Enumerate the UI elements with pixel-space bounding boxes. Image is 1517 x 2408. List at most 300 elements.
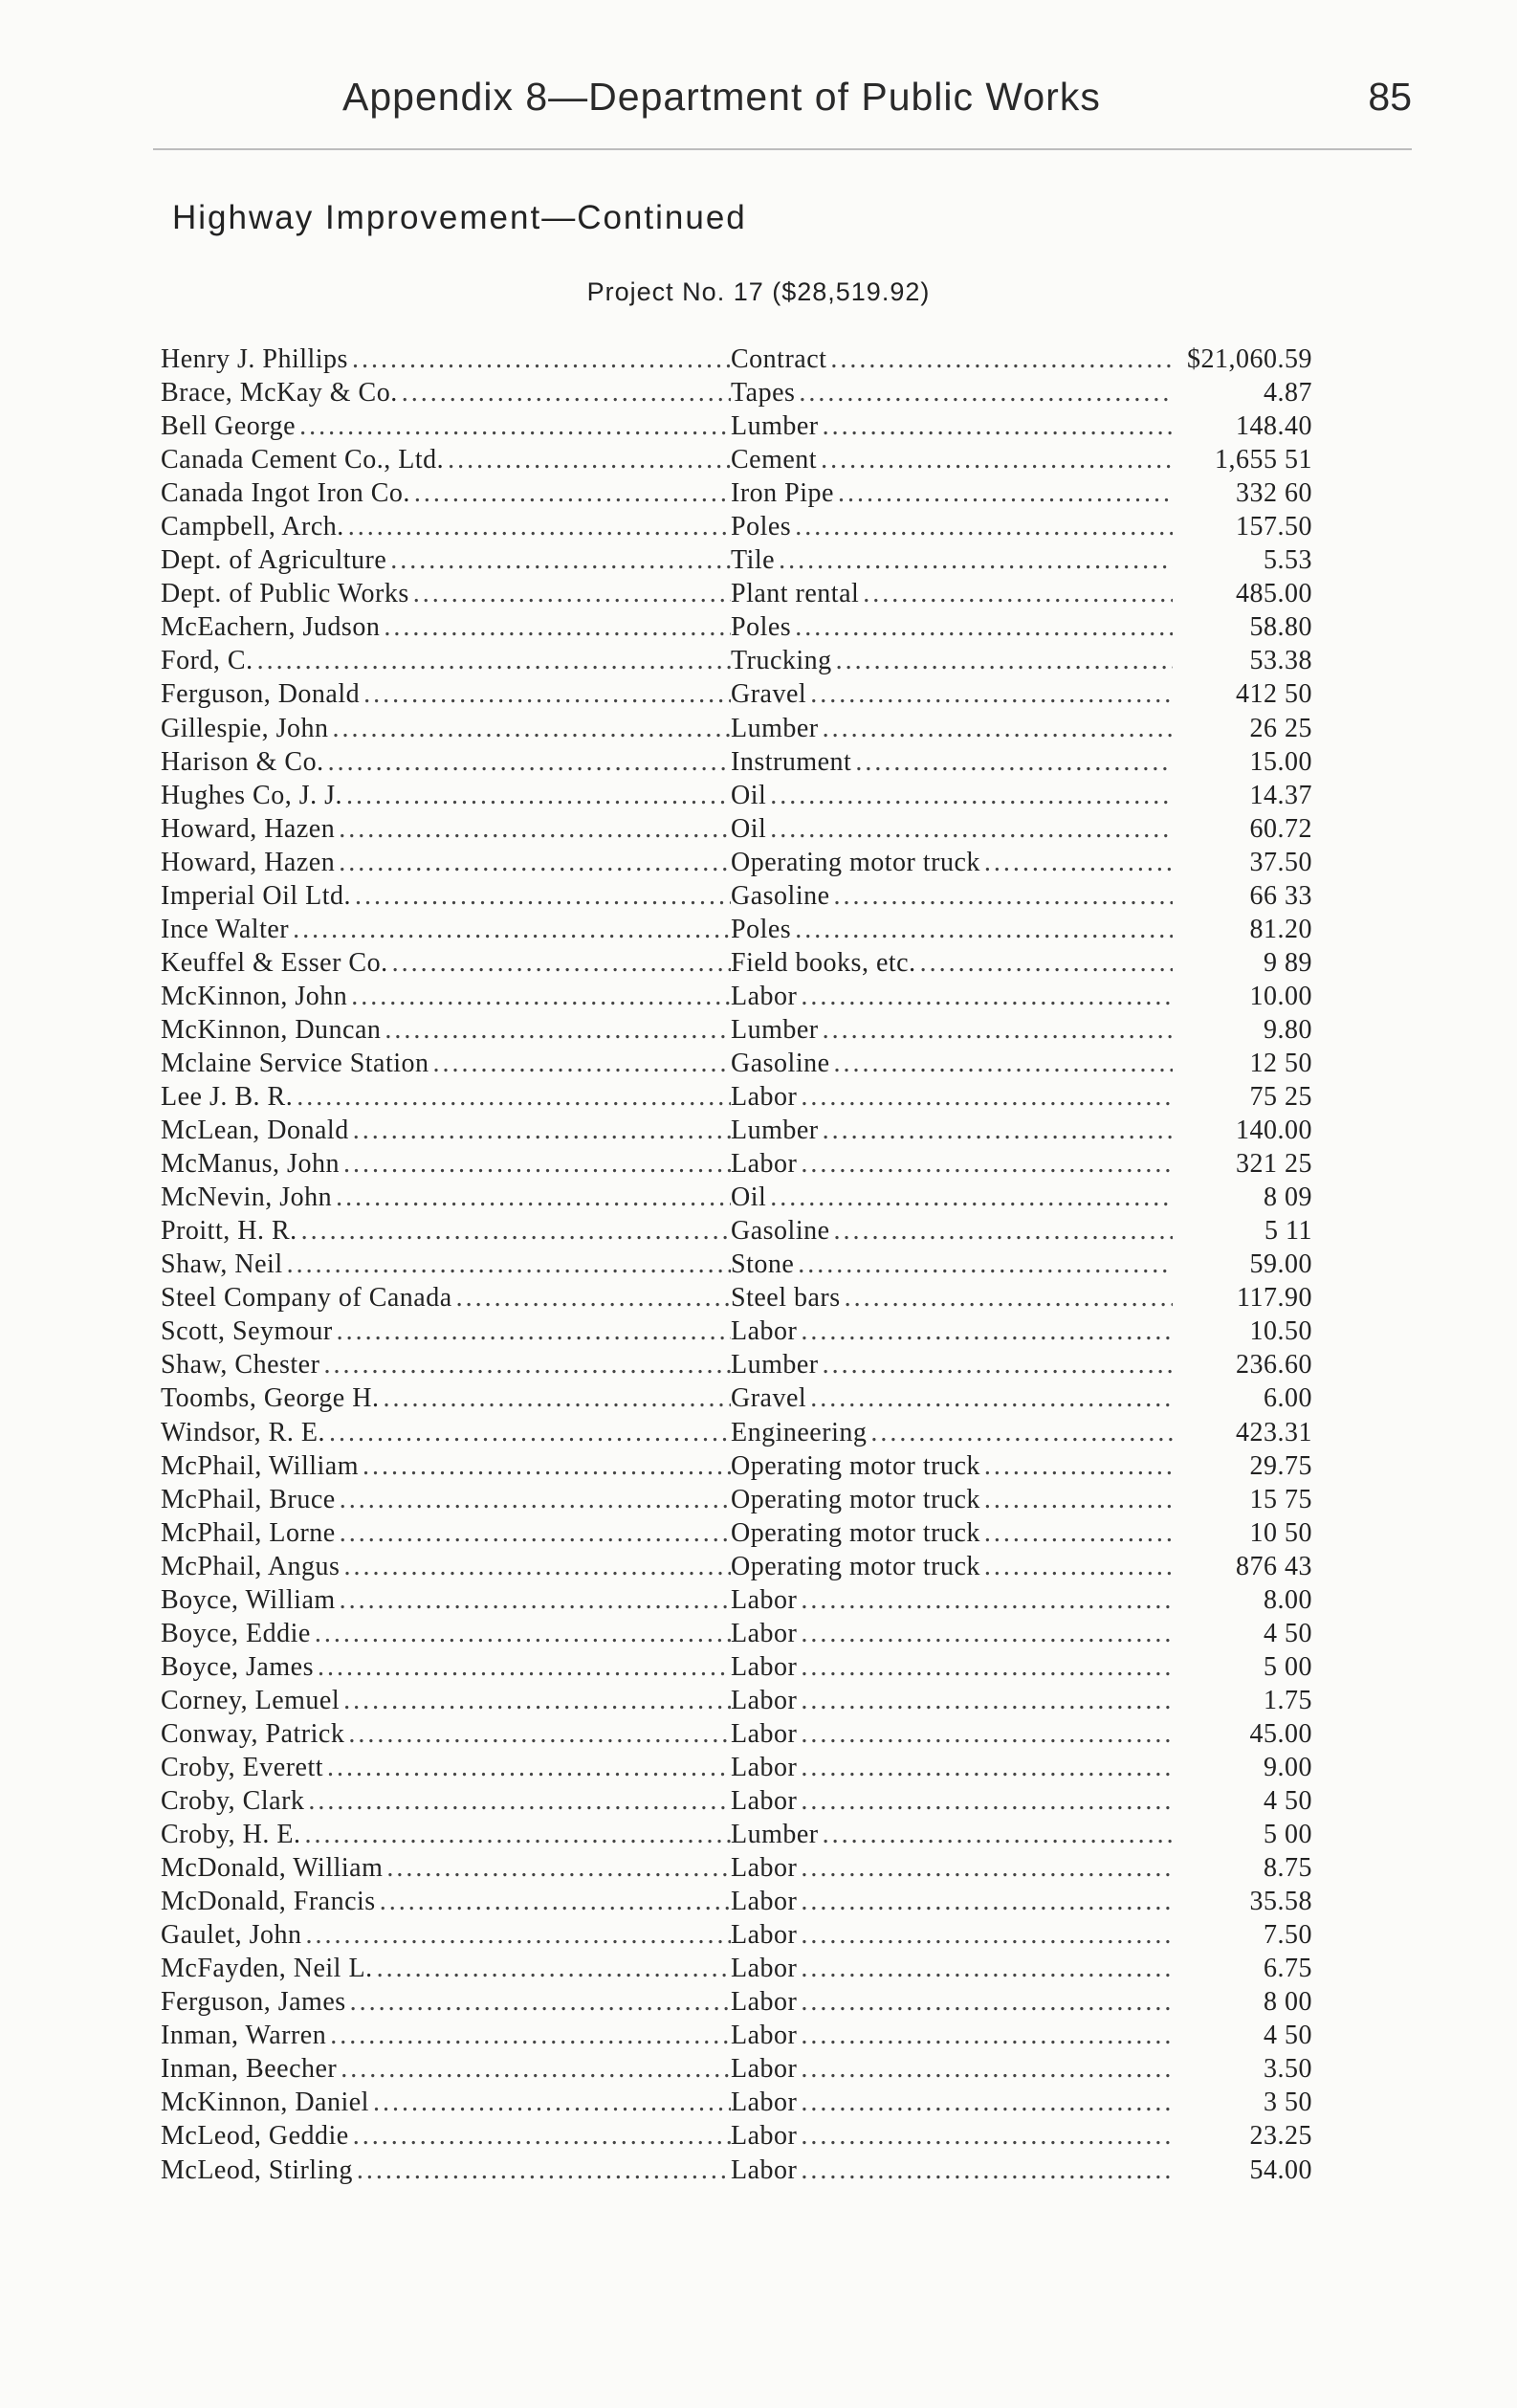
leader-dots [797, 1080, 1173, 1114]
item-cell [731, 946, 1173, 980]
leader-dots [980, 1449, 1173, 1483]
item-cell [731, 409, 1173, 443]
amount: 58.80 [1249, 612, 1312, 643]
payee-cell [161, 1114, 731, 1147]
leader-dots [379, 1381, 731, 1415]
amount: 10 50 [1249, 1517, 1312, 1548]
item-cell [731, 2019, 1173, 2052]
ledger-row [161, 1952, 1312, 1985]
amount: 412 50 [1236, 679, 1312, 710]
leader-dots [794, 1248, 1173, 1281]
leader-dots [340, 1147, 731, 1181]
leader-dots [797, 2086, 1173, 2119]
amount: 157.50 [1236, 512, 1312, 542]
leader-dots [766, 812, 1173, 846]
leader-dots [329, 712, 732, 745]
item-cell [731, 1348, 1173, 1381]
ledger-row [161, 1449, 1312, 1483]
payee-name: Boyce, William [161, 1584, 336, 1615]
ledger-row [161, 745, 1312, 779]
ledger-row [161, 1684, 1312, 1717]
ledger-row [161, 2019, 1312, 2052]
payee-name: McLean, Donald [161, 1116, 349, 1146]
payee-name: Scott, Seymour [161, 1316, 333, 1347]
payee-cell [161, 1550, 731, 1583]
payee-name: Dept. of Public Works [161, 579, 409, 609]
payee-cell [161, 2052, 731, 2086]
item-description: Contract [731, 344, 827, 374]
leader-dots [791, 610, 1173, 644]
item-cell [731, 1784, 1173, 1818]
item-description: Cement [731, 445, 818, 475]
payee-name: Corney, Lemuel [161, 1685, 341, 1715]
leader-dots [359, 1449, 731, 1483]
amount: 140.00 [1236, 1116, 1312, 1146]
leader-dots [832, 644, 1173, 677]
leader-dots [797, 1314, 1173, 1348]
item-cell [731, 476, 1173, 510]
leader-dots [347, 980, 731, 1013]
ledger-row [161, 980, 1312, 1013]
item-description: Lumber [731, 713, 819, 743]
payee-cell [161, 1214, 731, 1248]
ledger-row [161, 1717, 1312, 1751]
ledger-row [161, 1080, 1312, 1114]
item-cell [731, 812, 1173, 846]
item-description: Instrument [731, 746, 852, 777]
leader-dots [797, 1583, 1173, 1617]
payee-name: Lee J. B. R. [161, 1082, 294, 1113]
payee-cell [161, 1818, 731, 1851]
item-cell [731, 779, 1173, 812]
item-cell [731, 1885, 1173, 1918]
payee-name: McKinnon, John [161, 981, 348, 1011]
ledger-row [161, 712, 1312, 745]
leader-dots [841, 1281, 1173, 1314]
item-cell [731, 1013, 1173, 1047]
item-cell [731, 2119, 1173, 2153]
item-cell [731, 1047, 1173, 1080]
leader-dots [324, 745, 731, 779]
item-cell [731, 1952, 1173, 1985]
leader-dots [806, 677, 1173, 711]
item-description: Lumber [731, 1014, 819, 1045]
item-description: Labor [731, 1752, 798, 1782]
payee-cell [161, 712, 731, 745]
payee-name: McNevin, John [161, 1182, 333, 1213]
leader-dots [296, 409, 731, 443]
leader-dots [797, 1617, 1173, 1650]
payee-cell [161, 1248, 731, 1281]
item-description: Labor [731, 1685, 798, 1715]
leader-dots [283, 1248, 731, 1281]
item-description: Labor [731, 981, 798, 1011]
item-cell [731, 1550, 1173, 1583]
item-description: Labor [731, 1082, 798, 1113]
item-cell [731, 712, 1173, 745]
ledger-row [161, 1348, 1312, 1381]
item-cell [731, 1851, 1173, 1885]
leader-dots [336, 1483, 731, 1516]
project-title: Project No. 17 ($28,519.92) [586, 277, 931, 306]
running-title: Appendix 8—Department of Public Works [342, 75, 1101, 119]
amount: 485.00 [1236, 579, 1312, 609]
item-description: Gasoline [731, 1216, 830, 1247]
ledger-row [161, 610, 1312, 644]
item-cell [731, 1314, 1173, 1348]
payee-cell [161, 1985, 731, 2019]
payee-name: Proitt, H. R. [161, 1216, 297, 1247]
item-cell [731, 1080, 1173, 1114]
ledger-row [161, 1013, 1312, 1047]
ledger-row [161, 1885, 1312, 1918]
leader-dots [360, 677, 731, 711]
leader-dots [253, 644, 731, 677]
item-description: Trucking [731, 646, 832, 676]
item-description: Labor [731, 1618, 798, 1648]
leader-dots [797, 1684, 1173, 1717]
item-cell [731, 543, 1173, 577]
ledger-row [161, 1248, 1312, 1281]
payee-name: Dept. of Agriculture [161, 545, 387, 576]
leader-dots [323, 1751, 731, 1784]
payee-name: McLeod, Geddie [161, 2121, 349, 2152]
payee-cell [161, 1684, 731, 1717]
item-cell [731, 610, 1173, 644]
payee-name: McDonald, William [161, 1853, 384, 1884]
payee-name: McPhail, Lorne [161, 1517, 336, 1548]
amount: 7.50 [1264, 1920, 1312, 1951]
payee-name: McPhail, Bruce [161, 1484, 336, 1514]
leader-dots [325, 1416, 731, 1449]
ledger-row [161, 812, 1312, 846]
ledger-row [161, 1281, 1312, 1314]
leader-dots [332, 1181, 731, 1214]
leader-dots [797, 1717, 1173, 1751]
payee-cell [161, 2086, 731, 2119]
header-rule [153, 148, 1412, 150]
payee-name: Windsor, R. E. [161, 1417, 325, 1447]
amount: 9.80 [1264, 1014, 1312, 1045]
leader-dots [834, 476, 1173, 510]
payee-name: McPhail, William [161, 1450, 360, 1481]
payee-cell [161, 1885, 731, 1918]
ledger-row [161, 376, 1312, 409]
item-description: Oil [731, 813, 767, 844]
item-description: Labor [731, 1987, 798, 2018]
leader-dots [797, 1851, 1173, 1885]
leader-dots [386, 543, 731, 577]
leader-dots [340, 1550, 731, 1583]
amount: 8.00 [1264, 1584, 1312, 1615]
payee-cell [161, 1281, 731, 1314]
leader-dots [797, 1650, 1173, 1684]
ledger-row [161, 1617, 1312, 1650]
leader-dots [314, 1650, 731, 1684]
item-cell [731, 1248, 1173, 1281]
item-description: Poles [731, 914, 792, 944]
item-cell [731, 342, 1173, 376]
payee-cell [161, 2154, 731, 2187]
leader-dots [916, 946, 1173, 980]
amount: 4 50 [1264, 2021, 1312, 2051]
leader-dots [336, 1516, 731, 1550]
ledger-row [161, 510, 1312, 543]
item-description: Iron Pipe [731, 478, 834, 509]
amount: 4.87 [1264, 378, 1312, 409]
amount: 236.60 [1236, 1350, 1312, 1381]
item-description: Operating motor truck [731, 1551, 980, 1581]
payee-name: Inman, Warren [161, 2021, 327, 2051]
item-cell [731, 846, 1173, 879]
item-description: Lumber [731, 411, 819, 442]
leader-dots [819, 1114, 1173, 1147]
payee-cell [161, 510, 731, 543]
amount: $21,060.59 [1187, 344, 1312, 374]
item-description: Labor [731, 1920, 798, 1951]
item-cell [731, 2086, 1173, 2119]
ledger-row [161, 476, 1312, 510]
leader-dots [335, 846, 731, 879]
payee-cell [161, 980, 731, 1013]
amount: 117.90 [1237, 1283, 1312, 1314]
ledger-row [161, 1516, 1312, 1550]
payee-name: McFayden, Neil L. [161, 1954, 373, 1984]
leader-dots [817, 443, 1173, 476]
leader-dots [452, 1281, 731, 1314]
item-cell [731, 1416, 1173, 1449]
leader-dots [766, 779, 1173, 812]
amount: 14.37 [1249, 780, 1312, 810]
payee-cell [161, 443, 731, 476]
leader-dots [380, 610, 731, 644]
leader-dots [819, 1013, 1173, 1047]
leader-dots [444, 443, 731, 476]
item-description: Labor [731, 1651, 798, 1682]
leader-dots [795, 376, 1173, 409]
payee-cell [161, 543, 731, 577]
payee-cell [161, 812, 731, 846]
leader-dots [797, 2052, 1173, 2086]
item-description: Oil [731, 780, 767, 810]
item-description: Labor [731, 1584, 798, 1615]
item-description: Gravel [731, 1383, 807, 1414]
amount: 37.50 [1249, 847, 1312, 877]
ledger-row [161, 1181, 1312, 1214]
payee-name: Croby, H. E. [161, 1820, 301, 1850]
payee-name: Ince Walter [161, 914, 290, 944]
amount: 59.00 [1249, 1249, 1312, 1280]
leader-dots [337, 2052, 731, 2086]
item-cell [731, 980, 1173, 1013]
ledger-row [161, 946, 1312, 980]
amount: 5 00 [1264, 1651, 1312, 1682]
item-description: Gravel [731, 679, 807, 710]
leader-dots [398, 376, 731, 409]
item-description: Labor [731, 2054, 798, 2085]
payee-name: Croby, Everett [161, 1752, 324, 1782]
leader-dots [791, 913, 1173, 946]
payee-cell [161, 1013, 731, 1047]
leader-dots [806, 1381, 1173, 1415]
item-description: Labor [731, 2088, 798, 2118]
payee-name: Toombs, George H. [161, 1383, 380, 1414]
payee-name: McLeod, Stirling [161, 2154, 353, 2185]
ledger-row [161, 1583, 1312, 1617]
leader-dots [348, 342, 731, 376]
leader-dots [797, 1751, 1173, 1784]
ledger-row [161, 1650, 1312, 1684]
leader-dots [311, 1617, 731, 1650]
amount: 4 50 [1264, 1618, 1312, 1648]
leader-dots [369, 2086, 731, 2119]
item-description: Lumber [731, 1350, 819, 1381]
amount: 23.25 [1249, 2121, 1312, 2152]
item-description: Labor [731, 1149, 798, 1180]
leader-dots [830, 1047, 1173, 1080]
item-cell [731, 879, 1173, 913]
leader-dots [766, 1181, 1173, 1214]
payee-name: Ferguson, Donald [161, 679, 361, 710]
item-description: Operating motor truck [731, 847, 980, 877]
leader-dots [791, 510, 1173, 543]
payee-cell [161, 879, 731, 913]
leader-dots [819, 712, 1173, 745]
amount: 15 75 [1249, 1484, 1312, 1514]
amount: 10.50 [1249, 1316, 1312, 1347]
item-description: Engineering [731, 1417, 868, 1447]
ledger-row [161, 443, 1312, 476]
payee-name: McDonald, Francis [161, 1887, 376, 1917]
amount: 29.75 [1249, 1450, 1312, 1481]
leader-dots [342, 779, 731, 812]
payee-cell [161, 1516, 731, 1550]
amount: 26 25 [1249, 713, 1312, 743]
amount: 423.31 [1236, 1417, 1312, 1447]
leader-dots [797, 1885, 1173, 1918]
leader-dots [867, 1416, 1173, 1449]
leader-dots [388, 946, 731, 980]
item-description: Tapes [731, 378, 796, 409]
payee-cell [161, 1449, 731, 1483]
payee-cell [161, 1851, 731, 1885]
leader-dots [410, 476, 731, 510]
leader-dots [335, 812, 731, 846]
amount: 35.58 [1249, 1887, 1312, 1917]
payee-cell [161, 1047, 731, 1080]
ledger-row [161, 1918, 1312, 1952]
leader-dots [819, 1348, 1173, 1381]
payee-name: Bell George [161, 411, 297, 442]
payee-name: Inman, Beecher [161, 2054, 338, 2085]
amount: 15.00 [1249, 746, 1312, 777]
item-cell [731, 913, 1173, 946]
ledger-row [161, 1147, 1312, 1181]
ledger-row [161, 1314, 1312, 1348]
leader-dots [353, 2154, 731, 2187]
ledger-row [161, 1550, 1312, 1583]
item-description: Plant rental [731, 579, 860, 609]
leader-dots [797, 1918, 1173, 1952]
payee-cell [161, 1483, 731, 1516]
amount: 54.00 [1249, 2154, 1312, 2185]
leader-dots [340, 1684, 731, 1717]
section-title: Highway Improvement—Continued [172, 199, 747, 236]
payee-cell [161, 1348, 731, 1381]
item-cell [731, 1918, 1173, 1952]
amount: 148.40 [1236, 411, 1312, 442]
item-description: Labor [731, 1786, 798, 1817]
leader-dots [319, 1348, 731, 1381]
item-description: Labor [731, 1954, 798, 1984]
payee-cell [161, 1314, 731, 1348]
amount: 53.38 [1249, 646, 1312, 676]
payee-cell [161, 846, 731, 879]
payee-cell [161, 677, 731, 711]
payee-name: Canada Ingot Iron Co. [161, 478, 410, 509]
payee-name: McKinnon, Duncan [161, 1014, 382, 1045]
payee-cell [161, 1381, 731, 1415]
item-cell [731, 1381, 1173, 1415]
item-description: Operating motor truck [731, 1450, 980, 1481]
leader-dots [336, 1583, 731, 1617]
payee-name: Boyce, James [161, 1651, 314, 1682]
payee-name: Canada Cement Co., Ltd. [161, 445, 445, 475]
payee-cell [161, 644, 731, 677]
leader-dots [980, 1483, 1173, 1516]
amount: 8.75 [1264, 1853, 1312, 1884]
payee-cell [161, 946, 731, 980]
leader-dots [980, 846, 1173, 879]
item-cell [731, 644, 1173, 677]
payee-cell [161, 2019, 731, 2052]
amount: 4 50 [1264, 1786, 1312, 1817]
payee-cell [161, 1147, 731, 1181]
payee-cell [161, 913, 731, 946]
ledger-row [161, 2086, 1312, 2119]
expenditure-ledger [161, 342, 1312, 2187]
amount: 3.50 [1264, 2054, 1312, 2085]
amount: 10.00 [1249, 981, 1312, 1011]
payee-name: Howard, Hazen [161, 847, 336, 877]
item-description: Labor [731, 1887, 798, 1917]
amount: 6.00 [1264, 1383, 1312, 1414]
payee-name: Boyce, Eddie [161, 1618, 311, 1648]
payee-name: Ferguson, James [161, 1987, 346, 2018]
payee-name: Brace, McKay & Co. [161, 378, 398, 409]
leader-dots [326, 2019, 731, 2052]
payee-name: Shaw, Chester [161, 1350, 320, 1381]
amount: 876 43 [1236, 1551, 1312, 1581]
ledger-row [161, 1214, 1312, 1248]
leader-dots [349, 1114, 731, 1147]
leader-dots [381, 1013, 731, 1047]
item-cell [731, 1449, 1173, 1483]
ledger-row [161, 1751, 1312, 1784]
payee-cell [161, 376, 731, 409]
ledger-row [161, 1784, 1312, 1818]
leader-dots [819, 409, 1173, 443]
ledger-row [161, 2154, 1312, 2187]
page-number: 85 [1368, 75, 1412, 119]
leader-dots [373, 1952, 731, 1985]
ledger-row [161, 2119, 1312, 2153]
leader-dots [349, 2119, 731, 2153]
ledger-row [161, 1381, 1312, 1415]
item-description: Labor [731, 2154, 798, 2185]
item-cell [731, 2154, 1173, 2187]
item-description: Operating motor truck [731, 1484, 980, 1514]
